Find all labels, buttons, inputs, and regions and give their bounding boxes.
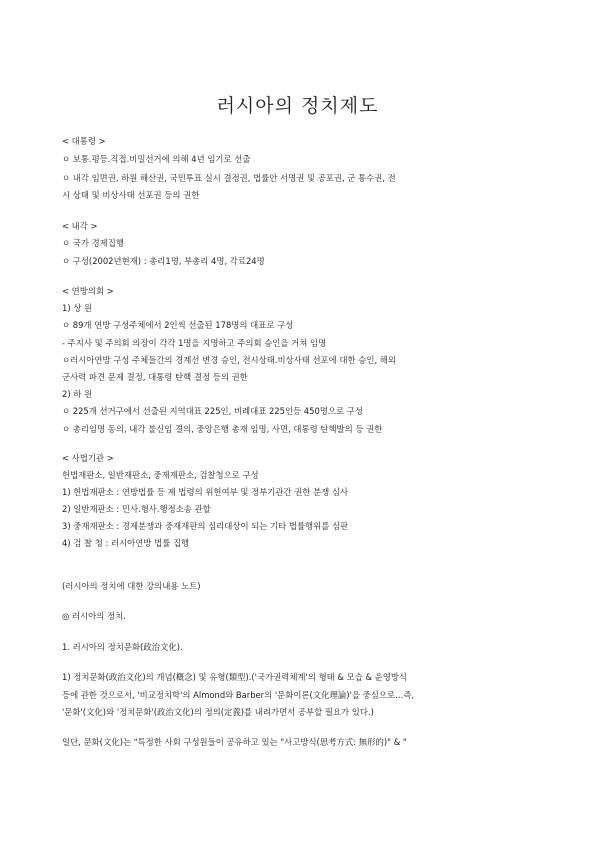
- text-line: 2) 하 원: [62, 389, 93, 399]
- text-line: 시 상태 및 비상사태 선포권 등의 권한: [62, 190, 200, 200]
- section-heading-cabinet: < 내각 >: [62, 221, 98, 231]
- text-line: 2) 일반재판소 : 민사.형사.행정소송 관할: [62, 504, 211, 514]
- text-line: ㅇ 총리임명 동의, 내각 불신임 결의, 중앙은행 총재 임명, 사면, 대통령 탄핵발의 등 권한: [62, 424, 383, 434]
- text-line: 일단, 문화(文化)는 "특정한 사회 구성원들이 공유하고 있는 "사고방식(思考方式: 無形的)" & ": [62, 737, 407, 747]
- text-line: ㅇ 89개 연방 구성주체에서 2인씩 선출된 178명의 대표로 구성: [62, 320, 294, 330]
- section-heading-parliament: < 연방의회 >: [62, 286, 114, 296]
- text-line: 1) 헌법재판소 : 연방법률 등 제 법령의 위헌여부 및 정부기관간 권한 분쟁 심사: [62, 487, 349, 497]
- text-line: 1) 상 원: [62, 303, 93, 313]
- text-line: 등에 관한 것으로서, '비교정치학'의 Almond와 Barber의 '문화이론(文化理論)'을 중심으로…즉,: [62, 690, 415, 700]
- text-line: ◎ 러시아의 정치.: [62, 611, 126, 621]
- section-heading-judiciary: < 사법기관 >: [62, 453, 114, 463]
- text-line: 1) 정치문화(政治文化)의 개념(槪念) 및 유형(類型).('국가권력체계'의 형태 & 모습 & 운영방식: [62, 672, 408, 682]
- text-line: ㅇ러시아연방 구성 주체들간의 경계선 변경 승인, 전시상태.비상사태 선포에 대한 승인, 해외: [62, 355, 396, 365]
- text-line: 1. 러시아의 정치문화(政治文化).: [62, 642, 183, 652]
- text-line: '문화'(文化)와 '정치문화'(政治文化)의 정의(定義)를 내려가면서 공부할 필요가 있다.): [62, 707, 374, 717]
- text-line: - 주지사 및 주의회 의장이 각각 1명을 지명하고 주의회 승인을 거쳐 임명: [62, 338, 327, 348]
- document-title: 러시아의 정치제도: [216, 95, 379, 117]
- text-line: ㅇ 보통.평등.직접.비밀선거에 의해 4년 임기로 선출: [62, 154, 251, 164]
- text-line: ㅇ 국가 경제집행: [62, 238, 124, 248]
- text-line: 헌법재판소, 일반재판소, 중재재판소, 검찰청으로 구성: [62, 470, 259, 480]
- text-line: ㅇ 내각 임면권, 하원 해산권, 국민투표 실시 결정권, 법률안 서명권 및 공포권, 군 통수권, 전: [62, 173, 396, 183]
- text-line: 4) 검 찰 청 : 러시아연방 법률 집행: [62, 538, 190, 548]
- text-line: ㅇ 구성(2002년현재) : 총리1명, 부총리 4명, 각료24명: [62, 256, 265, 266]
- text-line: 3) 중재재판소 : 경제분쟁과 중재재판의 심리대상이 되는 기타 법률행위를 심판: [62, 521, 349, 531]
- section-heading-president: < 대통령 >: [62, 136, 106, 146]
- text-line: ㅇ 225개 선거구에서 선출된 지역대표 225인, 비례대표 225인등 450명으로 구성: [62, 406, 363, 416]
- lecture-note-heading: (러시아의 정치에 대한 강의내용 노트): [62, 581, 201, 591]
- text-line: 군사력 파견 문제 결정, 대통령 탄핵 결정 등의 권한: [62, 372, 248, 382]
